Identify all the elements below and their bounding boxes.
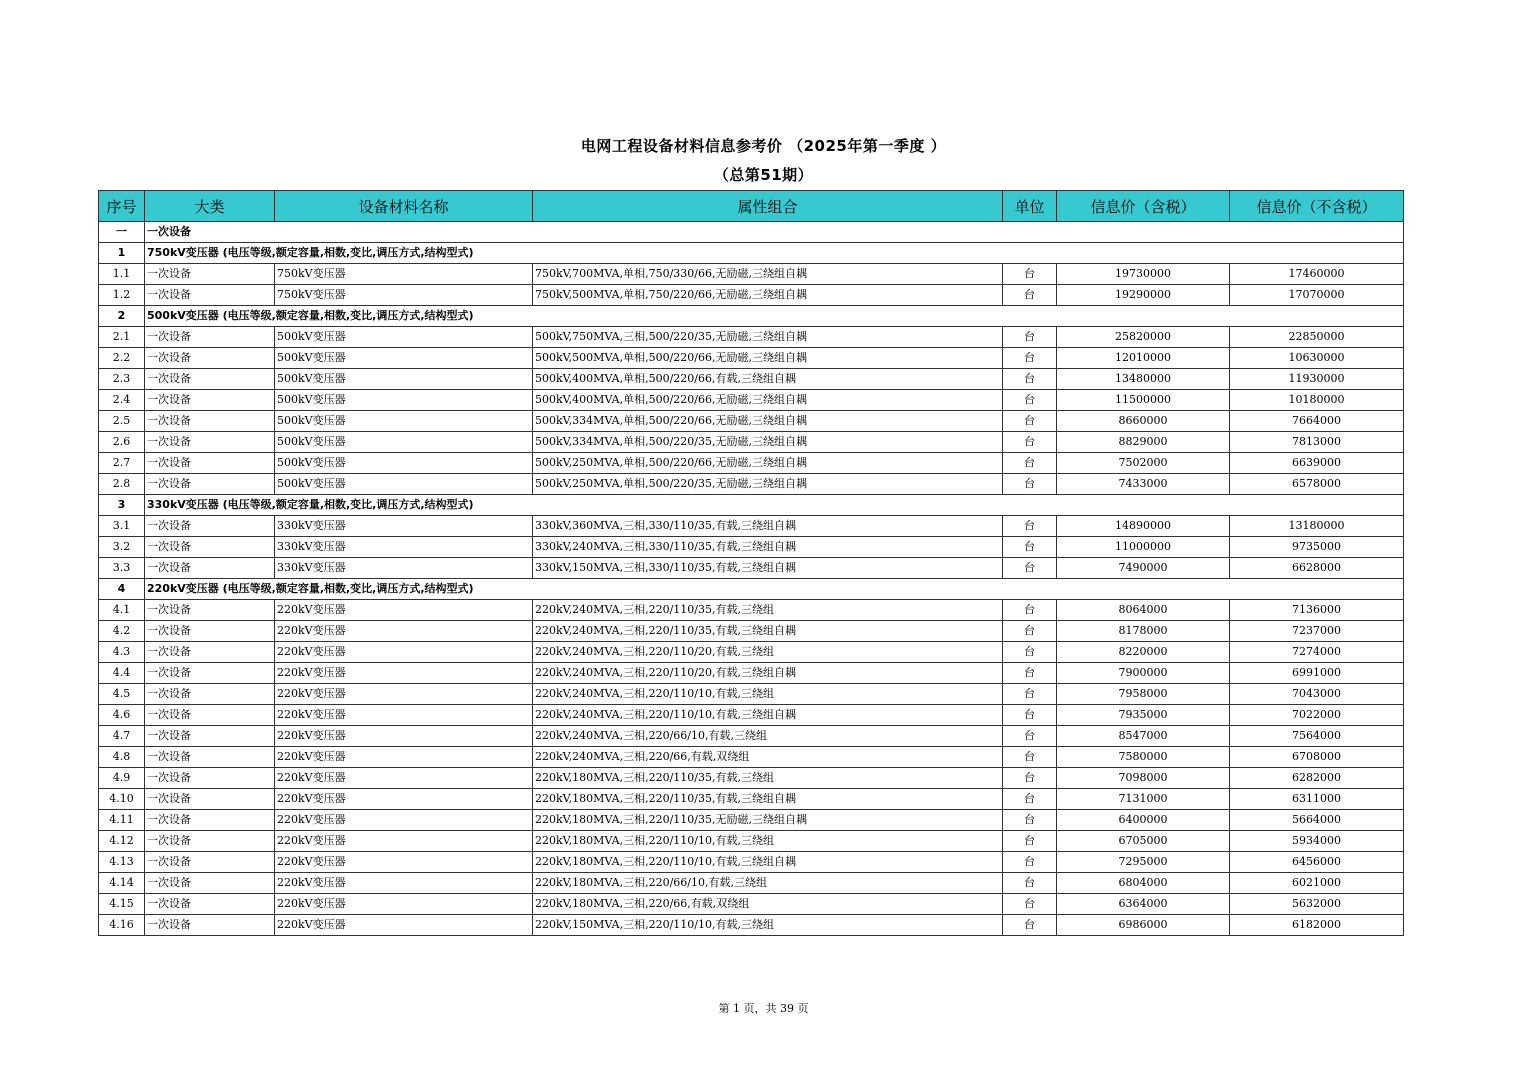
cell-category: 一次设备 <box>145 453 275 474</box>
cell-category: 一次设备 <box>145 516 275 537</box>
cell-unit: 台 <box>1003 915 1057 936</box>
cell-category: 一次设备 <box>145 873 275 894</box>
cell-seq: 2.7 <box>99 453 145 474</box>
cell-category: 一次设备 <box>145 474 275 495</box>
cell-seq: 2 <box>99 306 145 327</box>
cell-unit: 台 <box>1003 390 1057 411</box>
group-title: 330kV变压器 (电压等级,额定容量,相数,变比,调压方式,结构型式) <box>145 495 1404 516</box>
cell-unit: 台 <box>1003 600 1057 621</box>
cell-category: 一次设备 <box>145 768 275 789</box>
cell-price-with-tax: 11500000 <box>1057 390 1230 411</box>
cell-material-name: 220kV变压器 <box>275 726 533 747</box>
header-unit: 单位 <box>1003 191 1057 222</box>
cell-attributes: 220kV,240MVA,三相,220/110/10,有载,三绕组 <box>533 684 1003 705</box>
cell-material-name: 330kV变压器 <box>275 558 533 579</box>
cell-price-without-tax: 9735000 <box>1230 537 1404 558</box>
cell-price-with-tax: 8220000 <box>1057 642 1230 663</box>
cell-material-name: 330kV变压器 <box>275 537 533 558</box>
group-row <box>99 495 1404 516</box>
cell-unit: 台 <box>1003 411 1057 432</box>
cell-seq: 2.6 <box>99 432 145 453</box>
table-row <box>99 516 1404 537</box>
cell-price-without-tax: 6282000 <box>1230 768 1404 789</box>
cell-seq: 4.1 <box>99 600 145 621</box>
cell-unit: 台 <box>1003 516 1057 537</box>
cell-seq: 4.9 <box>99 768 145 789</box>
cell-material-name: 330kV变压器 <box>275 516 533 537</box>
cell-category: 一次设备 <box>145 348 275 369</box>
cell-material-name: 220kV变压器 <box>275 873 533 894</box>
cell-category: 一次设备 <box>145 558 275 579</box>
cell-seq: 4 <box>99 579 145 600</box>
cell-seq: 3.2 <box>99 537 145 558</box>
table-row <box>99 789 1404 810</box>
cell-seq: 4.11 <box>99 810 145 831</box>
cell-category: 一次设备 <box>145 390 275 411</box>
cell-unit: 台 <box>1003 705 1057 726</box>
table-row <box>99 348 1404 369</box>
cell-price-with-tax: 7935000 <box>1057 705 1230 726</box>
cell-price-without-tax: 10180000 <box>1230 390 1404 411</box>
cell-unit: 台 <box>1003 642 1057 663</box>
cell-unit: 台 <box>1003 810 1057 831</box>
table-row <box>99 600 1404 621</box>
header-price-with-tax: 信息价（含税） <box>1057 191 1230 222</box>
cell-price-with-tax: 14890000 <box>1057 516 1230 537</box>
cell-seq: 4.10 <box>99 789 145 810</box>
cell-attributes: 220kV,240MVA,三相,220/110/20,有载,三绕组自耦 <box>533 663 1003 684</box>
cell-seq: 4.3 <box>99 642 145 663</box>
cell-attributes: 750kV,700MVA,单相,750/330/66,无励磁,三绕组自耦 <box>533 264 1003 285</box>
table-row <box>99 726 1404 747</box>
cell-material-name: 220kV变压器 <box>275 747 533 768</box>
cell-category: 一次设备 <box>145 915 275 936</box>
cell-price-with-tax: 8547000 <box>1057 726 1230 747</box>
cell-seq: 4.4 <box>99 663 145 684</box>
cell-seq: 4.14 <box>99 873 145 894</box>
cell-unit: 台 <box>1003 873 1057 894</box>
table-row <box>99 432 1404 453</box>
cell-price-with-tax: 7900000 <box>1057 663 1230 684</box>
table-row <box>99 537 1404 558</box>
cell-attributes: 220kV,240MVA,三相,220/66/10,有载,三绕组 <box>533 726 1003 747</box>
cell-seq: 4.15 <box>99 894 145 915</box>
cell-material-name: 220kV变压器 <box>275 852 533 873</box>
cell-seq: 1 <box>99 243 145 264</box>
cell-seq: 1.2 <box>99 285 145 306</box>
cell-attributes: 220kV,180MVA,三相,220/66/10,有载,三绕组 <box>533 873 1003 894</box>
cell-price-without-tax: 6708000 <box>1230 747 1404 768</box>
cell-price-with-tax: 7295000 <box>1057 852 1230 873</box>
cell-material-name: 500kV变压器 <box>275 327 533 348</box>
cell-seq: 4.6 <box>99 705 145 726</box>
cell-unit: 台 <box>1003 348 1057 369</box>
cell-material-name: 220kV变压器 <box>275 894 533 915</box>
table-row <box>99 915 1404 936</box>
cell-category: 一次设备 <box>145 621 275 642</box>
cell-category: 一次设备 <box>145 642 275 663</box>
cell-price-with-tax: 11000000 <box>1057 537 1230 558</box>
cell-category: 一次设备 <box>145 726 275 747</box>
cell-material-name: 220kV变压器 <box>275 663 533 684</box>
cell-price-without-tax: 7564000 <box>1230 726 1404 747</box>
table-row <box>99 684 1404 705</box>
cell-unit: 台 <box>1003 831 1057 852</box>
cell-price-without-tax: 7136000 <box>1230 600 1404 621</box>
cell-category: 一次设备 <box>145 369 275 390</box>
cell-price-with-tax: 6364000 <box>1057 894 1230 915</box>
cell-category: 一次设备 <box>145 663 275 684</box>
cell-attributes: 220kV,240MVA,三相,220/110/20,有载,三绕组 <box>533 642 1003 663</box>
cell-price-with-tax: 7502000 <box>1057 453 1230 474</box>
table-row <box>99 264 1404 285</box>
table-row <box>99 327 1404 348</box>
table-row <box>99 285 1404 306</box>
cell-unit: 台 <box>1003 432 1057 453</box>
cell-material-name: 220kV变压器 <box>275 789 533 810</box>
cell-material-name: 500kV变压器 <box>275 453 533 474</box>
cell-attributes: 500kV,500MVA,单相,500/220/66,无励磁,三绕组自耦 <box>533 348 1003 369</box>
table-row <box>99 894 1404 915</box>
cell-seq: 3.1 <box>99 516 145 537</box>
header-category: 大类 <box>145 191 275 222</box>
cell-attributes: 750kV,500MVA,单相,750/220/66,无励磁,三绕组自耦 <box>533 285 1003 306</box>
cell-category: 一次设备 <box>145 600 275 621</box>
cell-unit: 台 <box>1003 537 1057 558</box>
cell-price-with-tax: 8178000 <box>1057 621 1230 642</box>
cell-unit: 台 <box>1003 684 1057 705</box>
cell-unit: 台 <box>1003 726 1057 747</box>
cell-unit: 台 <box>1003 558 1057 579</box>
cell-price-without-tax: 7043000 <box>1230 684 1404 705</box>
cell-price-with-tax: 7131000 <box>1057 789 1230 810</box>
cell-material-name: 220kV变压器 <box>275 810 533 831</box>
cell-price-without-tax: 7022000 <box>1230 705 1404 726</box>
cell-attributes: 220kV,150MVA,三相,220/110/10,有载,三绕组 <box>533 915 1003 936</box>
cell-attributes: 220kV,240MVA,三相,220/66,有载,双绕组 <box>533 747 1003 768</box>
cell-seq: 4.13 <box>99 852 145 873</box>
table-row <box>99 453 1404 474</box>
table-row <box>99 642 1404 663</box>
cell-material-name: 220kV变压器 <box>275 915 533 936</box>
cell-price-with-tax: 6986000 <box>1057 915 1230 936</box>
cell-price-without-tax: 11930000 <box>1230 369 1404 390</box>
cell-price-without-tax: 5664000 <box>1230 810 1404 831</box>
table-row <box>99 411 1404 432</box>
table-row <box>99 852 1404 873</box>
cell-category: 一次设备 <box>145 852 275 873</box>
cell-seq: 2.2 <box>99 348 145 369</box>
cell-category: 一次设备 <box>145 684 275 705</box>
cell-unit: 台 <box>1003 768 1057 789</box>
cell-category: 一次设备 <box>145 264 275 285</box>
group-title: 220kV变压器 (电压等级,额定容量,相数,变比,调压方式,结构型式) <box>145 579 1404 600</box>
cell-price-with-tax: 8829000 <box>1057 432 1230 453</box>
cell-seq: 3.3 <box>99 558 145 579</box>
table-row <box>99 810 1404 831</box>
cell-price-without-tax: 7813000 <box>1230 432 1404 453</box>
cell-category: 一次设备 <box>145 831 275 852</box>
cell-attributes: 220kV,240MVA,三相,220/110/35,有载,三绕组自耦 <box>533 621 1003 642</box>
cell-unit: 台 <box>1003 852 1057 873</box>
cell-price-with-tax: 12010000 <box>1057 348 1230 369</box>
header-price-without-tax: 信息价（不含税） <box>1230 191 1404 222</box>
group-row <box>99 579 1404 600</box>
cell-price-with-tax: 8660000 <box>1057 411 1230 432</box>
cell-unit: 台 <box>1003 474 1057 495</box>
cell-material-name: 500kV变压器 <box>275 432 533 453</box>
header-seq: 序号 <box>99 191 145 222</box>
cell-attributes: 500kV,250MVA,单相,500/220/66,无励磁,三绕组自耦 <box>533 453 1003 474</box>
cell-price-without-tax: 17070000 <box>1230 285 1404 306</box>
cell-price-with-tax: 7098000 <box>1057 768 1230 789</box>
cell-unit: 台 <box>1003 327 1057 348</box>
cell-attributes: 500kV,250MVA,单相,500/220/35,无励磁,三绕组自耦 <box>533 474 1003 495</box>
table-row <box>99 747 1404 768</box>
cell-seq: 4.2 <box>99 621 145 642</box>
cell-material-name: 500kV变压器 <box>275 390 533 411</box>
cell-price-with-tax: 7580000 <box>1057 747 1230 768</box>
group-row <box>99 243 1404 264</box>
cell-attributes: 220kV,240MVA,三相,220/110/10,有载,三绕组自耦 <box>533 705 1003 726</box>
cell-seq: 2.8 <box>99 474 145 495</box>
cell-category: 一次设备 <box>145 705 275 726</box>
cell-material-name: 500kV变压器 <box>275 411 533 432</box>
cell-material-name: 750kV变压器 <box>275 285 533 306</box>
table-row <box>99 663 1404 684</box>
cell-price-without-tax: 6311000 <box>1230 789 1404 810</box>
cell-category: 一次设备 <box>145 411 275 432</box>
cell-price-with-tax: 6400000 <box>1057 810 1230 831</box>
cell-attributes: 220kV,180MVA,三相,220/110/35,有载,三绕组自耦 <box>533 789 1003 810</box>
cell-unit: 台 <box>1003 264 1057 285</box>
header-material-name: 设备材料名称 <box>275 191 533 222</box>
cell-material-name: 500kV变压器 <box>275 348 533 369</box>
cell-seq: 1.1 <box>99 264 145 285</box>
table-row <box>99 768 1404 789</box>
cell-price-with-tax: 6804000 <box>1057 873 1230 894</box>
cell-attributes: 500kV,400MVA,单相,500/220/66,有载,三绕组自耦 <box>533 369 1003 390</box>
table-row <box>99 390 1404 411</box>
cell-category: 一次设备 <box>145 537 275 558</box>
cell-price-with-tax: 13480000 <box>1057 369 1230 390</box>
cell-price-with-tax: 7958000 <box>1057 684 1230 705</box>
cell-price-without-tax: 6639000 <box>1230 453 1404 474</box>
cell-attributes: 220kV,180MVA,三相,220/110/35,有载,三绕组 <box>533 768 1003 789</box>
cell-category: 一次设备 <box>145 747 275 768</box>
cell-material-name: 750kV变压器 <box>275 264 533 285</box>
section-title: 一次设备 <box>145 222 1404 243</box>
table-row <box>99 369 1404 390</box>
cell-attributes: 330kV,360MVA,三相,330/110/35,有载,三绕组自耦 <box>533 516 1003 537</box>
cell-price-without-tax: 6021000 <box>1230 873 1404 894</box>
table-row <box>99 705 1404 726</box>
cell-attributes: 220kV,240MVA,三相,220/110/35,有载,三绕组 <box>533 600 1003 621</box>
table-row <box>99 474 1404 495</box>
cell-unit: 台 <box>1003 285 1057 306</box>
page-footer: 第 1 页，共 39 页 <box>718 1002 809 1015</box>
cell-price-without-tax: 10630000 <box>1230 348 1404 369</box>
cell-unit: 台 <box>1003 747 1057 768</box>
cell-seq: 4.16 <box>99 915 145 936</box>
section-row <box>99 222 1404 243</box>
cell-category: 一次设备 <box>145 285 275 306</box>
cell-price-without-tax: 7237000 <box>1230 621 1404 642</box>
cell-material-name: 500kV变压器 <box>275 474 533 495</box>
cell-material-name: 220kV变压器 <box>275 600 533 621</box>
cell-material-name: 220kV变压器 <box>275 621 533 642</box>
cell-attributes: 500kV,400MVA,单相,500/220/66,无励磁,三绕组自耦 <box>533 390 1003 411</box>
cell-material-name: 220kV变压器 <box>275 684 533 705</box>
cell-price-without-tax: 6578000 <box>1230 474 1404 495</box>
cell-unit: 台 <box>1003 894 1057 915</box>
cell-price-without-tax: 13180000 <box>1230 516 1404 537</box>
cell-price-with-tax: 6705000 <box>1057 831 1230 852</box>
cell-seq: 4.8 <box>99 747 145 768</box>
cell-category: 一次设备 <box>145 327 275 348</box>
cell-attributes: 220kV,180MVA,三相,220/110/10,有载,三绕组 <box>533 831 1003 852</box>
cell-unit: 台 <box>1003 369 1057 390</box>
cell-seq: 4.7 <box>99 726 145 747</box>
table-row <box>99 621 1404 642</box>
cell-price-without-tax: 5632000 <box>1230 894 1404 915</box>
cell-price-without-tax: 6456000 <box>1230 852 1404 873</box>
cell-material-name: 220kV变压器 <box>275 642 533 663</box>
cell-price-without-tax: 22850000 <box>1230 327 1404 348</box>
cell-attributes: 220kV,180MVA,三相,220/66,有载,双绕组 <box>533 894 1003 915</box>
cell-price-with-tax: 19730000 <box>1057 264 1230 285</box>
cell-price-without-tax: 7664000 <box>1230 411 1404 432</box>
cell-price-without-tax: 6182000 <box>1230 915 1404 936</box>
cell-unit: 台 <box>1003 663 1057 684</box>
cell-attributes: 330kV,240MVA,三相,330/110/35,有载,三绕组自耦 <box>533 537 1003 558</box>
cell-price-without-tax: 7274000 <box>1230 642 1404 663</box>
cell-material-name: 220kV变压器 <box>275 768 533 789</box>
cell-price-with-tax: 7490000 <box>1057 558 1230 579</box>
cell-attributes: 220kV,180MVA,三相,220/110/35,无励磁,三绕组自耦 <box>533 810 1003 831</box>
cell-category: 一次设备 <box>145 432 275 453</box>
cell-seq: 2.3 <box>99 369 145 390</box>
header-attributes: 属性组合 <box>533 191 1003 222</box>
table-row <box>99 558 1404 579</box>
cell-attributes: 220kV,180MVA,三相,220/110/10,有载,三绕组自耦 <box>533 852 1003 873</box>
price-table <box>98 190 1404 936</box>
cell-price-with-tax: 19290000 <box>1057 285 1230 306</box>
cell-attributes: 500kV,750MVA,三相,500/220/35,无励磁,三绕组自耦 <box>533 327 1003 348</box>
cell-seq: 2.5 <box>99 411 145 432</box>
cell-attributes: 500kV,334MVA,单相,500/220/35,无励磁,三绕组自耦 <box>533 432 1003 453</box>
cell-price-without-tax: 5934000 <box>1230 831 1404 852</box>
cell-category: 一次设备 <box>145 894 275 915</box>
table-header-row <box>99 191 1404 222</box>
cell-category: 一次设备 <box>145 789 275 810</box>
cell-price-without-tax: 6991000 <box>1230 663 1404 684</box>
cell-seq: 3 <box>99 495 145 516</box>
document-subtitle: （总第51期） <box>713 166 814 184</box>
cell-seq: 2.4 <box>99 390 145 411</box>
cell-seq: 4.12 <box>99 831 145 852</box>
cell-seq: 4.5 <box>99 684 145 705</box>
group-title: 750kV变压器 (电压等级,额定容量,相数,变比,调压方式,结构型式) <box>145 243 1404 264</box>
group-row <box>99 306 1404 327</box>
cell-attributes: 330kV,150MVA,三相,330/110/35,有载,三绕组自耦 <box>533 558 1003 579</box>
cell-seq: 2.1 <box>99 327 145 348</box>
cell-price-with-tax: 8064000 <box>1057 600 1230 621</box>
cell-price-without-tax: 6628000 <box>1230 558 1404 579</box>
cell-material-name: 220kV变压器 <box>275 705 533 726</box>
cell-material-name: 500kV变压器 <box>275 369 533 390</box>
cell-material-name: 220kV变压器 <box>275 831 533 852</box>
cell-unit: 台 <box>1003 789 1057 810</box>
cell-seq: 一 <box>99 222 145 243</box>
cell-price-without-tax: 17460000 <box>1230 264 1404 285</box>
table-row <box>99 873 1404 894</box>
cell-attributes: 500kV,334MVA,单相,500/220/66,无励磁,三绕组自耦 <box>533 411 1003 432</box>
document-title: 电网工程设备材料信息参考价 （2025年第一季度 ） <box>580 137 947 155</box>
cell-price-with-tax: 25820000 <box>1057 327 1230 348</box>
group-title: 500kV变压器 (电压等级,额定容量,相数,变比,调压方式,结构型式) <box>145 306 1404 327</box>
cell-category: 一次设备 <box>145 810 275 831</box>
table-row <box>99 831 1404 852</box>
cell-price-with-tax: 7433000 <box>1057 474 1230 495</box>
cell-unit: 台 <box>1003 621 1057 642</box>
cell-unit: 台 <box>1003 453 1057 474</box>
